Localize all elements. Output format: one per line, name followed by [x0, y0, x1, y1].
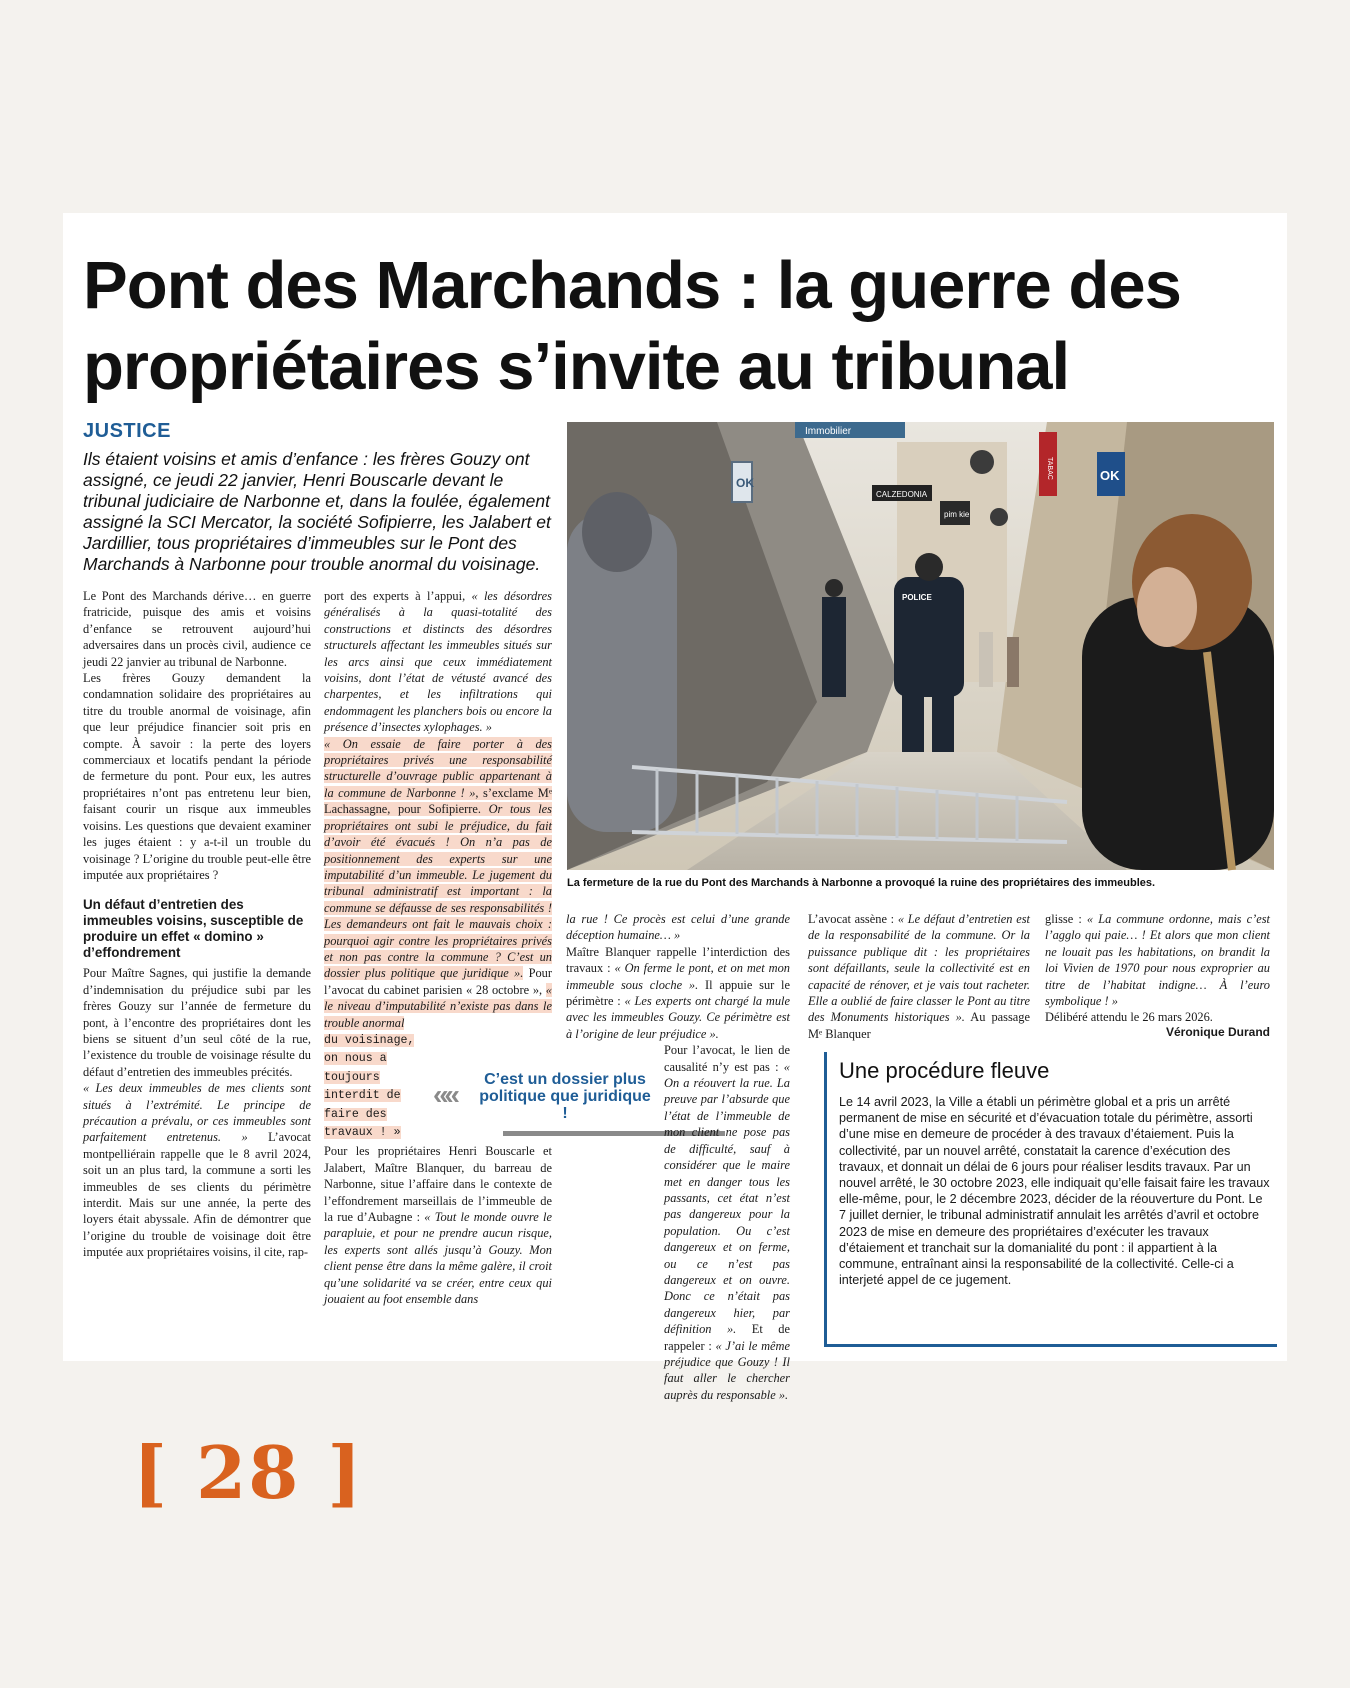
- pull-quote-text: C’est un dossier plus politique que juridique !: [479, 1071, 651, 1122]
- paragraph-text: L’avocat assène :: [808, 912, 898, 926]
- paragraph: [324, 588, 552, 736]
- article-column-5: [1045, 911, 1270, 1026]
- paragraph: Les frères Gouzy demandent la condamnation solidaire des propriétaires au titre du trouble anormal de voisinage, afin que leur préjudice financier soit pris en compte. À savoir : la perte des loyers commerciaux et locatifs pendant la période de fermeture du pont. Pour eux, les autres propriétaires n’ont pas entretenu leur bien, faisant courir un risque aux immeubles voisins. Les questions que devaient examiner les juges étaient : y a-t-il un trouble du voisinage ? L’origine du trouble peut-elle être imputée aux propriétaires ?: [83, 671, 311, 882]
- paragraph: [1045, 911, 1270, 1009]
- quote: « Le défaut d’entretien est de la responsabilité de la commune. Or la puissance publique dit : les propriétaires sont défaillants, seule la collectivité est en capacité de rénover, et je vais tout racheter. Elle a oublié de faire classer le Pont au titre des Monuments historiques ».: [808, 912, 1030, 1025]
- paragraph-text: port des experts à l’appui,: [324, 589, 472, 603]
- paragraph-text: Et de rappeler :: [664, 1322, 791, 1353]
- tabac-sign: TABAC: [1046, 457, 1053, 480]
- article-column-1: [83, 588, 311, 1261]
- highlighted-paragraph: [324, 736, 552, 1031]
- paragraph-text: Pour les propriétaires Henri Bouscarle et Jalabert, Maître Blanquer, du barreau de Narbonne, situe l’affaire dans le contexte de l’effondrement marseillais de l’immeuble de la rue d’Aubagne :: [324, 1144, 552, 1225]
- sidebar-box: [824, 1052, 1277, 1347]
- highlighted-quote: du voisinage, on nous a toujours interdit de faire des travaux ! »: [324, 1033, 415, 1139]
- quote: « On ferme le pont, et on met mon immeuble sous cloche ».: [566, 961, 791, 992]
- subheading: Un défaut d’entretien des immeubles voisins, susceptible de produire un effet « domino » d’effondrement: [83, 897, 304, 961]
- street-photo: [567, 422, 1274, 870]
- police-badge: POLICE: [902, 593, 932, 602]
- quote-marks-icon: « «: [433, 1079, 454, 1110]
- article-column-2: [324, 588, 552, 1307]
- page-number: [ 28 ]: [133, 1430, 364, 1515]
- paragraph: [566, 911, 790, 944]
- headline: Pont des Marchands : la guerre des propriétaires s’invite au tribunal: [83, 248, 1181, 404]
- newspaper-clipping: [63, 213, 1287, 1402]
- paragraph-text: Maître Blanquer rappelle l’interdiction des travaux :: [566, 944, 790, 976]
- article-column-3: [566, 911, 790, 1403]
- paragraph: Délibéré attendu le 26 mars 2026.: [1045, 1010, 1213, 1025]
- paragraph-text: glisse :: [1045, 912, 1087, 926]
- quote: « On a réouvert la rue. La preuve par l’absurde que l’état de l’immeuble de mon client ne pose pas de difficulté, sauf à considérer que le maire met en danger tous les passants, cet état n’est pas dangereux pour la population. Ou c’est dangereux et on ferme, ou ce n’est pas dangereux et on ouvre. Donc ce n’était pas dangereux hier, par définition ».: [664, 1059, 790, 1337]
- quote: « les désordres généralisés à la quasi-totalité des constructions et distincts des désordres structurels affectant les immeubles situés sur les arcs ainsi que ceux immédiatement voisins, dont l’état de vétusté avancé des charpentes, et les infiltrations qui endommagent les planchers bois ou encore la présence d’insectes xylophages. »: [324, 589, 552, 735]
- calzedonia-sign: CALZEDONIA: [876, 490, 928, 499]
- article-lead: Ils étaient voisins et amis d’enfance : les frères Gouzy ont assigné, ce jeudi 22 janvier, Henri Bouscarle devant le tribunal judiciaire de Narbonne et, dans la foulée, également assigné la SCI Mercator, la société Sofipierre, les Jalabert et Jardillier, tous propriétaires d’immeubles sur le Pont des Marchands à Narbonne pour trouble anormal du voisinage.: [83, 449, 551, 574]
- paragraph: Le Pont des Marchands dérive… en guerre fratricide, puisque des amis et voisins d’enfance se retrouvent aujourd’hui adversaires dans un procès civil, audience ce jeudi 22 janvier au tribunal de Narbonne.: [83, 589, 311, 669]
- article-column-4: [808, 911, 1030, 1042]
- photo-caption: La fermeture de la rue du Pont des Marchands à Narbonne a provoqué la ruine des propriétaires des immeubles.: [567, 877, 1156, 889]
- highlighted-quote: Or tous les propriétaires ont subi le préjudice, du fait d’avoir été évacués ! On n’a pas de positionnement des experts sur une imputabilité d’un immeuble. Le jugement du tribunal administratif est important : la commune se défausse de ses responsabilités ! Les demandeurs ont fait le mauvais choix : pourquoi agir contre les propriétaires privés et non pas contre la commune ? C’est un dossier plus politique que juridique ».: [324, 802, 553, 981]
- quote: « Les deux immeubles de mes clients sont situés à l’extrémité. Le principe de précaution a prévalu, or ces immeubles sont parfaitement entretenus. »: [83, 1081, 311, 1145]
- highlighted-paragraph: [324, 1031, 432, 1141]
- quote: la rue ! Ce procès est celui d’une grande déception humaine… »: [566, 912, 790, 943]
- paragraph: [83, 1080, 311, 1260]
- quote: « J’ai le même préjudice que Gouzy ! Il faut aller le chercher auprès du responsable ».: [664, 1338, 790, 1402]
- highlighted-quote: « le niveau d’imputabilité n’existe pas dans le trouble anormal: [324, 982, 552, 1030]
- highlighted-quote: « On essaie de faire porter à des propriétaires privés une responsabilité structurelle d’ouvrage public appartenant à la commune de Narbonne ! »: [324, 736, 552, 800]
- paragraph: [808, 911, 1030, 1042]
- quote: « Les experts ont chargé la mule avec les immeubles Gouzy. Ce périmètre est à l’origine de leur préjudice ».: [566, 994, 791, 1041]
- paragraph: [324, 1143, 552, 1307]
- quote: « La commune ordonne, mais c’est l’agglo qui paie… ! Et alors que mon client ne louait pas les habitations, on brandit la loi Vivien de 1970 pour nous exproprier au titre de l’habitat indigne… À l’euro symbolique ! »: [1045, 912, 1270, 1009]
- sidebar-title: Une procédure fleuve: [839, 1058, 1050, 1083]
- paragraph-text: L’avocat montpelliérain rappelle que le 8 avril 2024, soit un an plus tard, la commune a sorti les immeubles de ses clients du périmètre interdit. Mais sur une année, la perte des loyers était abyssale. Afin de démontrer que l’origine du trouble de voisinage doit être imputée aux propriétaires voisins, il cite, rap-: [83, 1130, 311, 1260]
- immobilier-sign: Immobilier: [805, 426, 852, 437]
- paragraph-text: Il appuie sur le périmètre :: [566, 977, 791, 1009]
- paragraph: [566, 944, 790, 1042]
- paragraph-text: Pour l’avocat, le lien de causalité n’y est pas :: [664, 1043, 790, 1074]
- paragraph-text: Pour l’avocat du cabinet parisien « 28 octobre »,: [324, 966, 552, 997]
- street-scene-illustration: [567, 422, 1274, 870]
- sidebar-text: Le 14 avril 2023, la Ville a établi un périmètre global et a pris un arrêté permanent de mise en sécurité et d’évacuation totale du périmètre, assorti d’une mise en demeure de procéder à des travaux d’étaiement. Puis la collectivité, par un nouvel arrêté, constatait la carence d’exécution des travaux, et donnait un délai de 6 jours pour réaliser lesdits travaux. Par un nouvel arrêté, le 30 octobre 2023, elle indiquait qu’elle faisait faire les travaux elle-même, pour, le 2 décembre 2023, décider de la réouverture du Pont. Le 7 juillet dernier, le tribunal administratif annulait les arrêtés d’avril et octobre 2023 de mise en demeure des propriétaires d’exécuter les travaux d’étaiement et tranchait sur la domanialité du pont : il appartient à la commune, entraînant ainsi la responsabilité de la collectivité. Celle-ci a interjeté appel de ce jugement.: [839, 1095, 1270, 1288]
- pimkie-sign: pim kie: [944, 510, 970, 519]
- quote: « Tout le monde ouvre le parapluie, et pour ne prendre aucun risque, les experts sont allés jusqu’à Gouzy. Mon client pense être dans la même galère, il croit qu’une solidarité va se créer, entre ceux qui jouaient au foot ensemble dans: [324, 1210, 552, 1307]
- paragraph-text: Au passage Mᵉ Blanquer: [808, 1010, 1030, 1041]
- section-kicker: JUSTICE: [83, 420, 171, 442]
- paragraph: [664, 1042, 790, 1403]
- ok-sign-right: OK: [1100, 468, 1120, 483]
- paragraph: Pour Maître Sagnes, qui justifie la demande d’indemnisation du préjudice subi par les frères Gouzy sur l’année de fermeture du pont, à l’encontre des propriétaires dont les biens se situent d’un seul côté de la rue, l’existence du trouble de voisinage résulte du défaut d’entretien des immeubles précités.: [83, 966, 311, 1079]
- highlighted-text: , s’exclame Mᵉ Lachassagne, pour Sofipierre.: [324, 785, 552, 817]
- ok-sign-left: OK: [736, 476, 754, 490]
- author-signature: Véronique Durand: [1165, 1025, 1270, 1039]
